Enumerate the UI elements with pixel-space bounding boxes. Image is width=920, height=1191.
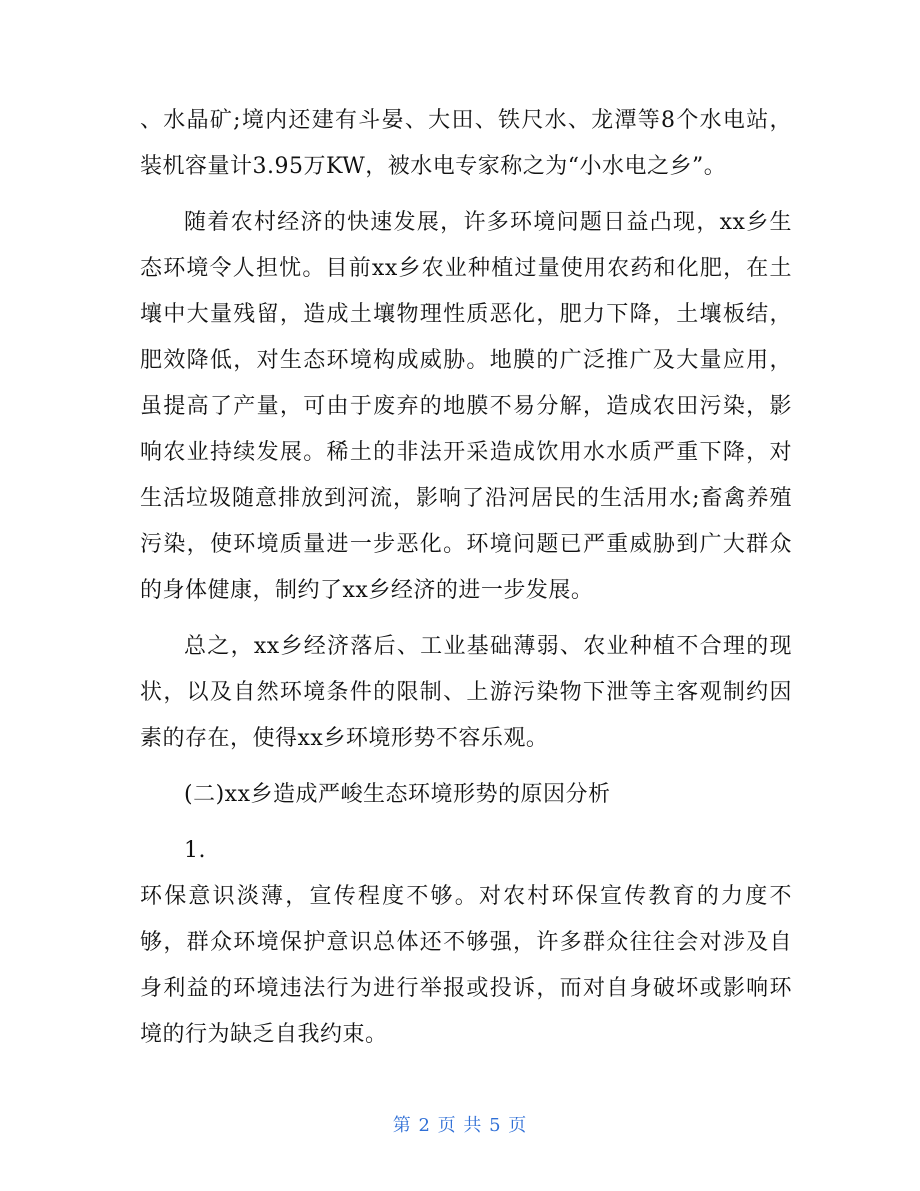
- document-body: [140, 98, 792, 1068]
- section-heading: (二)xx乡造成严峻生态环境形势的原因分析: [184, 782, 611, 807]
- paragraph-environment-issues: 随着农村经济的快速发展，许多环境问题日益凸现，xx乡生态环境令人担忧。目前xx乡农业种植过量使用农药和化肥，在土壤中大量残留，造成土壤物理性质恶化，肥力下降，土壤板结，肥效降低，对生态环境构成威胁。地膜的广泛推广及大量应用，虽提高了产量，可由于废弃的地膜不易分解，造成农田污染，影响农业持续发展。稀土的非法开采造成饮用水水质严重下降，对生活垃圾随意排放到河流，影响了沿河居民的生活用水;畜禽养殖污染，使环境质量进一步恶化。环境问题已严重威胁到广大群众的身体健康，制约了xx乡经济的进一步发展。: [140, 210, 792, 603]
- paragraph-awareness: 环保意识淡薄，宣传程度不够。对农村环保宣传教育的力度不够，群众环境保护意识总体还不够强，许多群众往往会对涉及自身利益的环境违法行为进行举报或投诉，而对自身破坏或影响环境的行为缺乏自我约束。: [140, 884, 792, 1047]
- paragraph-continuation: 、水晶矿;境内还建有斗晏、大田、铁尺水、龙潭等8个水电站，装机容量计3.95万KW，被水电专家称之为“小水电之乡”。: [140, 108, 792, 179]
- list-number: 1.: [184, 838, 206, 863]
- paragraph-summary: 总之，xx乡经济落后、工业基础薄弱、农业种植不合理的现状，以及自然环境条件的限制、上游污染物下泄等主客观制约因素的存在，使得xx乡环境形势不容乐观。: [140, 634, 792, 751]
- page-number-footer: 第 2 页 共 5 页: [392, 1115, 528, 1136]
